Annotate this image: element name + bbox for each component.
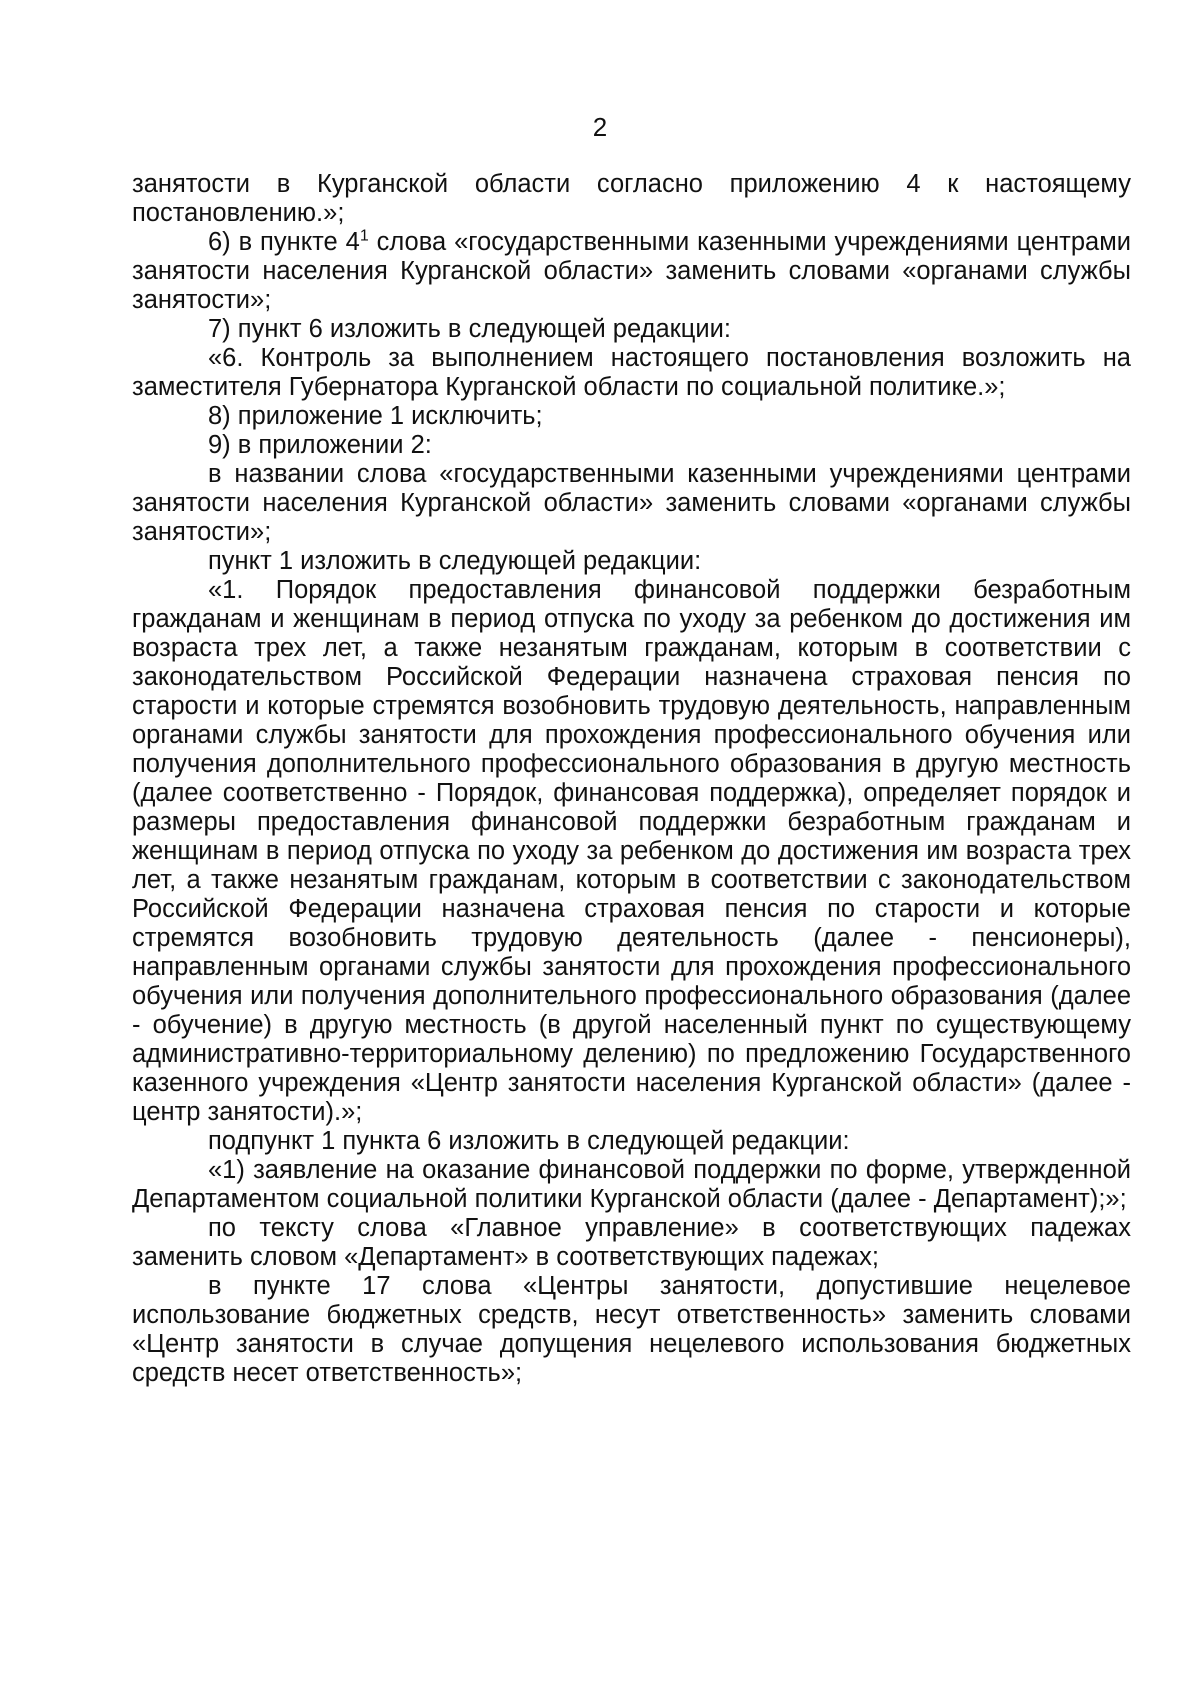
paragraph-item-6-rest: слова «государственными казенными учреждениями центрами занятости населения Курганской области» заменить словами «органами службы занятости»; xyxy=(132,228,1131,314)
paragraph-item-6 xyxy=(132,228,1131,315)
paragraph-text-replacement: по тексту слова «Главное управление» в соответствующих падежах заменить словом «Департамент» в соответствующих падежах; xyxy=(132,1214,1131,1271)
paragraph-item-8: 8) приложение 1 исключить; xyxy=(208,402,543,430)
page-number: 2 xyxy=(592,112,608,142)
paragraph-continuation: занятости в Курганской области согласно приложению 4 к настоящему постановлению.»; xyxy=(132,170,1131,227)
paragraph-item-7: 7) пункт 6 изложить в следующей редакции: xyxy=(208,315,731,343)
paragraph-subpoint-text: «1) заявление на оказание финансовой поддержки по форме, утвержденной Департаментом социальной политики Курганской области (далее - Департамент);»; xyxy=(132,1156,1131,1213)
paragraph-item-9: 9) в приложении 2: xyxy=(208,431,432,459)
document-body xyxy=(132,170,1131,1388)
paragraph-clause-6: «6. Контроль за выполнением настоящего постановления возложить на заместителя Губернатора Курганской области по социальной политике.»; xyxy=(132,344,1131,401)
paragraph-point-1-intro: пункт 1 изложить в следующей редакции: xyxy=(208,547,702,575)
superscript-1: 1 xyxy=(359,227,369,245)
paragraph-subpoint-intro: подпункт 1 пункта 6 изложить в следующей редакции: xyxy=(208,1127,850,1155)
paragraph-point-1-text: «1. Порядок предоставления финансовой поддержки безработным гражданам и женщинам в период отпуска по уходу за ребенком до достижения им возраста трех лет, а также незанятым гражданам, которым в соответствии с законодательством Российской Федерации назначена страховая пенсия по старости и которые стремятся возобновить трудовую деятельность, направленным органами службы занятости для прохождения профессионального обучения или получения дополнительного профессионального образования в другую местность (далее соответственно - Порядок, финансовая поддержка), определяет порядок и размеры предоставления финансовой поддержки безработным гражданам и женщинам в период отпуска по уходу за ребенком до достижения им возраста трех лет, а также незанятым гражданам, которым в соответствии с законодательством Российской Федерации назначена страховая пенсия по старости и которые стремятся возобновить трудовую деятельность (далее - пенсионеры), направленным органами службы занятости для прохождения профессионального обучения или получения дополнительного профессионального образования (далее - обучение) в другую местность (в другой населенный пункт по существующему административно-территориальному делению) по предложению Государственного казенного учреждения «Центр занятости населения Курганской области» (далее - центр занятости).»; xyxy=(132,576,1131,1126)
paragraph-item-6-start: 6) в пункте 4 xyxy=(208,228,360,256)
paragraph-title-change: в названии слова «государственными казенными учреждениями центрами занятости населения Курганской области» заменить словами «органами службы занятости»; xyxy=(132,460,1131,546)
paragraph-point-17: в пункте 17 слова «Центры занятости, допустившие нецелевое использование бюджетных средств, несут ответственность» заменить словами «Центр занятости в случае допущения нецелевого использования бюджетных средств несет ответственность»; xyxy=(132,1272,1131,1387)
